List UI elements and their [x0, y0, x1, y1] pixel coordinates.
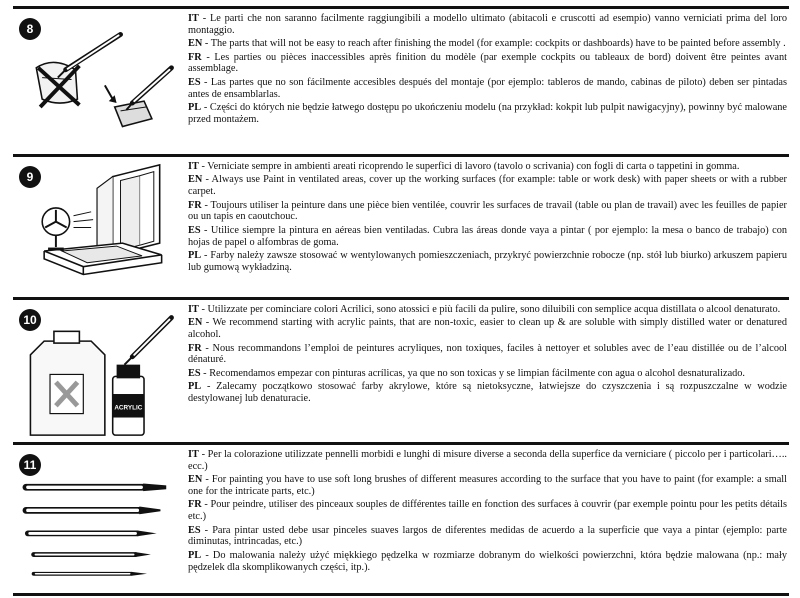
instruction-en: EN - The parts that will not be easy to reach after finishing the model (for example: cockpits or dashboards) have to be painted before assembly . — [188, 38, 786, 50]
instruction-fr: FR - Pour peindre, utiliser des pinceaux souples de différentes taille en fonction des surfaces à couvrir (par exemple pointu pour les petits détails etc.) — [188, 499, 787, 523]
instruction-fr: FR - Les parties ou pièces inaccessibles après finition du modèle (par exemple cockpits ou tableaux de bord) doivent être peintes avant assemblage. — [188, 51, 787, 75]
step-number-badge: 8 — [19, 18, 41, 40]
instruction-section-9 — [13, 154, 789, 297]
ventilated-workspace-illustration — [13, 157, 183, 297]
multilingual-instructions — [188, 449, 787, 575]
instruction-it: IT - Per la colorazione utilizzate pennelli morbidi e lunghi di misure diverse a seconda della superfice da verniciare ( piccolo per i particolari….. ecc.) — [188, 449, 787, 472]
acrylic-paints-illustration — [13, 300, 183, 442]
instruction-en: EN - For painting you have to use soft long brushes of different measures according to the surface that you have to paint (for example: a small one for the intricate parts, etc.) — [188, 474, 788, 497]
instruction-fr: FR - Nous recommandons l’emploi de peintures acryliques, non toxiques, faciles à nettoyer et solubles avec de l’eau distillée ou de l’alcool dénaturé. — [188, 342, 787, 366]
instruction-it: IT - Le parti che non saranno facilmente raggiungibili a modello ultimato (abitacoli e cruscotti ad esempio) vanno verniciati prima del loro montaggio. — [188, 13, 787, 36]
brushes-illustration — [13, 445, 183, 593]
instruction-es: ES - Las partes que no son fácilmente accesibles después del montaje (por ejemplo: tableros de mando, cabinas de piloto) deben ser pintadas antes de ensamblarlas. — [188, 76, 788, 100]
paint-before-assembly-illustration — [13, 9, 183, 154]
acrylic-bottle-label: ACRYLIC — [114, 404, 143, 412]
instruction-pl: PL - Do malowania należy użyć miękkiego pędzelka w rozmiarze dobranym do wielkości powierzchni, która będzie malowana (np.: mały pędzelek dla skomplikowanych części, itp.). — [188, 549, 788, 573]
instruction-en: EN - Always use Paint in ventilated areas, cover up the working surfaces (for example: table or work desk) with paper sheets or with a rubber carpet. — [188, 174, 787, 198]
instruction-pl: PL - Farby należy zawsze stosować w wentylowanych pomieszczeniach, przykryć powierzchnie robocze (np. stół lub biurko) arkuszem papieru lub gumową wykładziną. — [188, 249, 788, 273]
instruction-it: IT - Utilizzate per cominciare colori Acrilici, sono atossici e più facili da pulire, sono diluibili con semplice acqua distillata o alcool denaturato. — [188, 304, 781, 315]
instruction-it: IT - Verniciate sempre in ambienti areati ricoprendo le superfici di lavoro (tavolo o scrivania) con fogli di carta o tappetini in gomma. — [188, 161, 740, 172]
instruction-es: ES - Utilice siempre la pintura en aéreas bien ventiladas. Cubra las áreas donde vaya a pintar ( por ejemplo: la mesa o banco de trabajo) con hojas de papel o alfombras de goma. — [188, 224, 787, 248]
instruction-pl: PL - Części do których nie będzie łatwego dostępu po ukończeniu modelu (na przykład: kokpit lub pulpit nawigacyjny), powinny być malowane przed montażem. — [188, 101, 788, 125]
step-number-badge: 11 — [19, 454, 41, 476]
multilingual-instructions — [188, 13, 787, 127]
instruction-en: EN - We recommend starting with acrylic paints, that are non-toxic, easier to clean up & are soluble with simply distilled water or denatured alcohol. — [188, 317, 787, 341]
instruction-pl: PL - Zalecamy początkowo stosować farby akrylowe, które są nietoksyczne, łatwiejsze do czyszczenia i są rozpuszczalne w wodzie destylowanej lub denaturacie. — [188, 381, 788, 404]
multilingual-instructions — [188, 161, 787, 275]
multilingual-instructions — [188, 304, 787, 406]
instruction-es: ES - Para pintar usted debe usar pinceles suaves largos de diferentes medidas de acuerdo a la superficie que vaya a pintar (ejemplo: parte diminutas, intrincadas, etc.) — [188, 524, 787, 548]
instruction-section-11 — [13, 442, 789, 596]
step-number-badge: 9 — [19, 166, 41, 188]
instruction-fr: FR - Toujours utiliser la peinture dans une pièce bien ventilée, couvrir les surfaces de travail (table ou plan de travail) avec les feuilles de papier ou un tapis en caoutchouc. — [188, 199, 787, 223]
instruction-section-10 — [13, 297, 789, 442]
instruction-section-8 — [13, 6, 789, 154]
step-number-badge: 10 — [19, 309, 41, 331]
instruction-es: ES - Recomendamos empezar con pinturas acrílicas, ya que no son toxicas y se limpian fácilmente con agua o alcohol desnaturalizado. — [188, 367, 746, 379]
